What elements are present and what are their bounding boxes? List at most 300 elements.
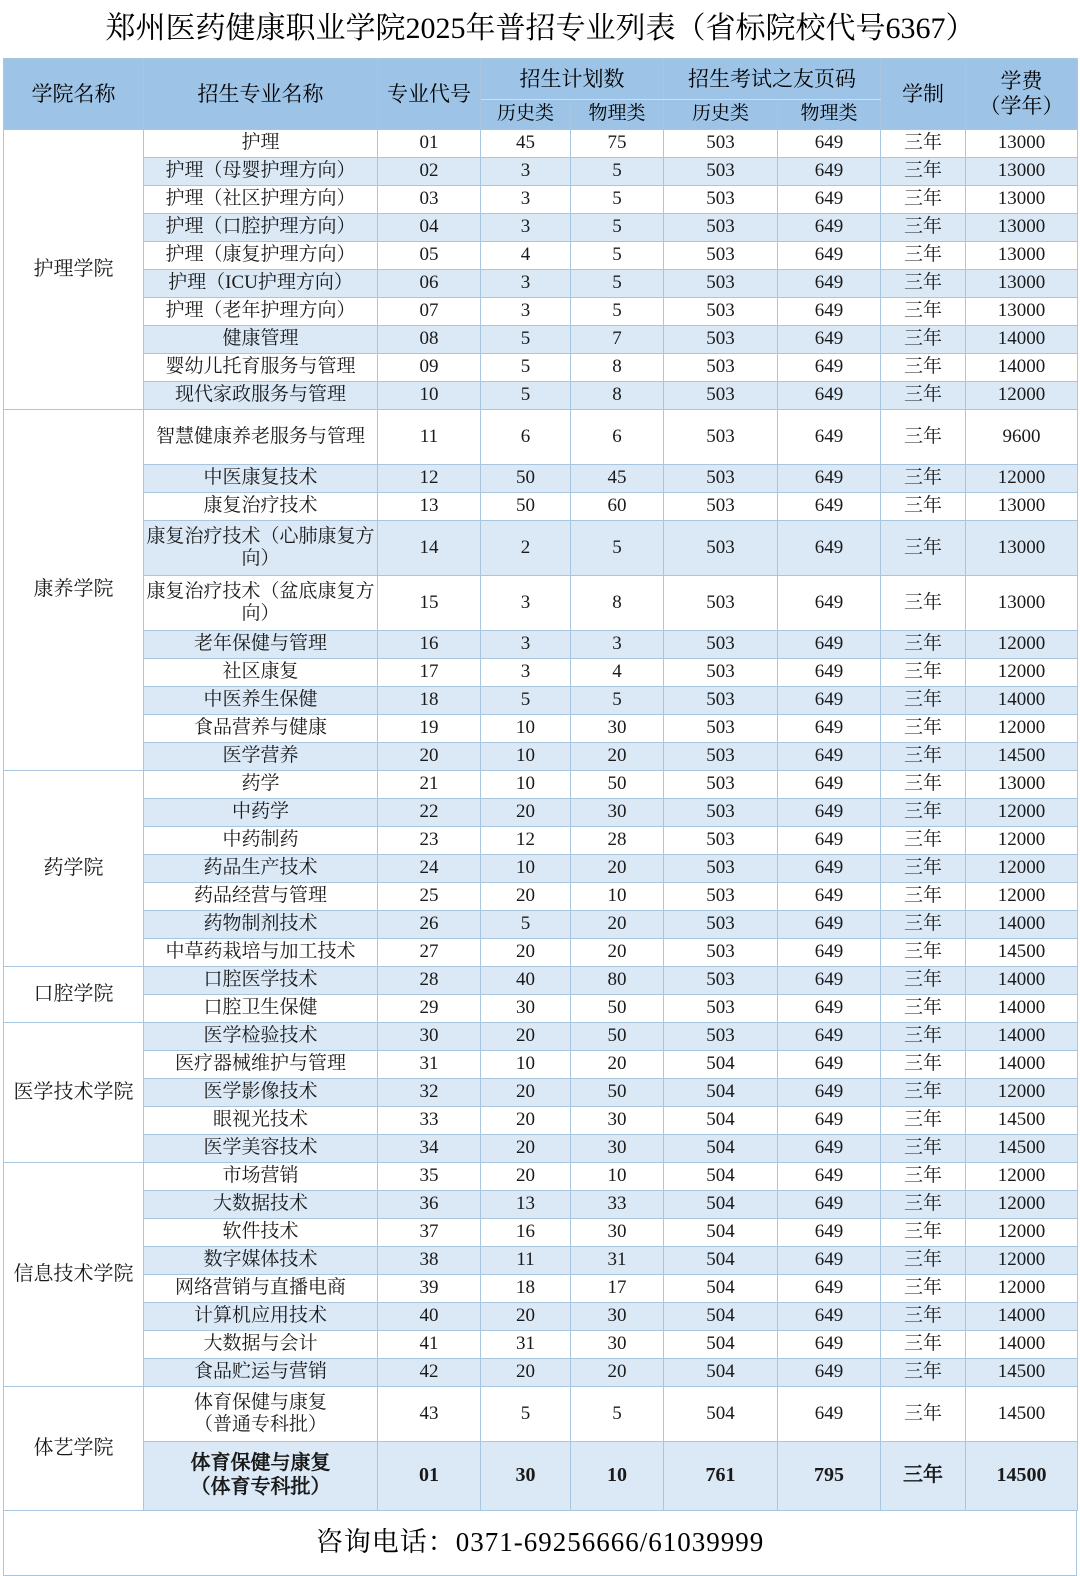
major-code-cell: 35 <box>378 1163 481 1191</box>
page-history-cell: 503 <box>664 1023 778 1051</box>
table-row <box>4 687 1078 715</box>
tuition-cell: 12000 <box>966 883 1078 911</box>
major-name-cell: 数字媒体技术 <box>144 1247 378 1275</box>
plan-physics-cell: 31 <box>571 1247 664 1275</box>
major-code-cell: 32 <box>378 1079 481 1107</box>
header-college: 学院名称 <box>4 59 144 130</box>
page-history-cell: 504 <box>664 1247 778 1275</box>
major-name-cell: 护理（康复护理方向） <box>144 242 378 270</box>
tuition-cell: 12000 <box>966 1079 1078 1107</box>
major-code-cell: 12 <box>378 465 481 493</box>
duration-cell: 三年 <box>881 410 966 465</box>
page-physics-cell: 649 <box>778 1219 881 1247</box>
major-name-cell: 护理（母婴护理方向） <box>144 158 378 186</box>
plan-history-cell: 3 <box>481 214 571 242</box>
major-name-cell: 软件技术 <box>144 1219 378 1247</box>
major-name-cell: 护理（口腔护理方向） <box>144 214 378 242</box>
major-name-cell: 食品营养与健康 <box>144 715 378 743</box>
duration-cell: 三年 <box>881 158 966 186</box>
page-physics-cell: 649 <box>778 799 881 827</box>
admissions-table <box>3 0 1078 1511</box>
page-history-cell: 504 <box>664 1359 778 1387</box>
plan-physics-cell: 50 <box>571 1079 664 1107</box>
page-history-cell: 503 <box>664 967 778 995</box>
table-row <box>4 883 1078 911</box>
page-history-cell: 503 <box>664 631 778 659</box>
plan-physics-cell: 28 <box>571 827 664 855</box>
page-history-cell: 503 <box>664 521 778 576</box>
major-name-cell: 健康管理 <box>144 326 378 354</box>
plan-history-cell: 5 <box>481 911 571 939</box>
college-name-cell: 信息技术学院 <box>4 1163 144 1387</box>
table-row <box>4 410 1078 465</box>
page-physics-cell: 649 <box>778 270 881 298</box>
tuition-cell: 13000 <box>966 298 1078 326</box>
plan-physics-cell: 10 <box>571 1163 664 1191</box>
major-name-cell: 药品经营与管理 <box>144 883 378 911</box>
plan-history-cell: 3 <box>481 158 571 186</box>
major-code-cell: 07 <box>378 298 481 326</box>
table-row <box>4 214 1078 242</box>
major-name-cell: 医学美容技术 <box>144 1135 378 1163</box>
table-row <box>4 1079 1078 1107</box>
page-history-cell: 504 <box>664 1051 778 1079</box>
major-code-cell: 01 <box>378 1442 481 1511</box>
page-history-cell: 503 <box>664 326 778 354</box>
page-history-cell: 504 <box>664 1191 778 1219</box>
duration-cell: 三年 <box>881 1275 966 1303</box>
major-name-cell: 医学影像技术 <box>144 1079 378 1107</box>
duration-cell: 三年 <box>881 967 966 995</box>
page-physics-cell: 649 <box>778 465 881 493</box>
tuition-cell: 14000 <box>966 326 1078 354</box>
tuition-cell: 12000 <box>966 855 1078 883</box>
plan-history-cell: 5 <box>481 1387 571 1442</box>
page-physics-cell: 649 <box>778 1247 881 1275</box>
major-name-cell: 体育保健与康复 （体育专科批） <box>144 1442 378 1511</box>
header-row-primary <box>4 59 1078 100</box>
table-row <box>4 1331 1078 1359</box>
plan-physics-cell: 10 <box>571 883 664 911</box>
plan-history-cell: 50 <box>481 465 571 493</box>
major-code-cell: 17 <box>378 659 481 687</box>
major-name-cell: 市场营销 <box>144 1163 378 1191</box>
major-code-cell: 14 <box>378 521 481 576</box>
table-row <box>4 1442 1078 1511</box>
major-name-cell: 中药学 <box>144 799 378 827</box>
plan-physics-cell: 5 <box>571 158 664 186</box>
plan-history-cell: 20 <box>481 1303 571 1331</box>
plan-history-cell: 45 <box>481 130 571 158</box>
college-name-cell: 护理学院 <box>4 130 144 410</box>
plan-history-cell: 3 <box>481 186 571 214</box>
table-row <box>4 521 1078 576</box>
duration-cell: 三年 <box>881 995 966 1023</box>
major-name-cell: 护理 <box>144 130 378 158</box>
page-physics-cell: 649 <box>778 576 881 631</box>
tuition-cell: 13000 <box>966 270 1078 298</box>
tuition-cell: 14000 <box>966 1051 1078 1079</box>
major-name-cell: 中药制药 <box>144 827 378 855</box>
page-physics-cell: 649 <box>778 242 881 270</box>
page-physics-cell: 649 <box>778 1275 881 1303</box>
college-name-cell: 药学院 <box>4 771 144 967</box>
table-row <box>4 1247 1078 1275</box>
duration-cell: 三年 <box>881 214 966 242</box>
tuition-cell: 13000 <box>966 214 1078 242</box>
plan-physics-cell: 6 <box>571 410 664 465</box>
major-name-cell: 婴幼儿托育服务与管理 <box>144 354 378 382</box>
table-row <box>4 382 1078 410</box>
major-name-cell: 康复治疗技术 <box>144 493 378 521</box>
plan-physics-cell: 20 <box>571 743 664 771</box>
duration-cell: 三年 <box>881 911 966 939</box>
duration-cell: 三年 <box>881 883 966 911</box>
plan-history-cell: 3 <box>481 576 571 631</box>
tuition-cell: 12000 <box>966 1247 1078 1275</box>
duration-cell: 三年 <box>881 354 966 382</box>
plan-history-cell: 12 <box>481 827 571 855</box>
table-row <box>4 855 1078 883</box>
plan-history-cell: 40 <box>481 967 571 995</box>
tuition-cell: 14500 <box>966 1442 1078 1511</box>
major-name-cell: 眼视光技术 <box>144 1107 378 1135</box>
page-physics-cell: 649 <box>778 410 881 465</box>
major-name-cell: 中医康复技术 <box>144 465 378 493</box>
major-code-cell: 22 <box>378 799 481 827</box>
college-name-cell: 口腔学院 <box>4 967 144 1023</box>
table-row <box>4 298 1078 326</box>
title-row <box>4 0 1078 59</box>
plan-history-cell: 20 <box>481 939 571 967</box>
plan-history-cell: 13 <box>481 1191 571 1219</box>
page-history-cell: 503 <box>664 354 778 382</box>
major-code-cell: 34 <box>378 1135 481 1163</box>
plan-history-cell: 3 <box>481 631 571 659</box>
page-title: 郑州医药健康职业学院2025年普招专业列表（省标院校代号6367） <box>4 0 1078 59</box>
page-history-cell: 504 <box>664 1135 778 1163</box>
plan-physics-cell: 5 <box>571 687 664 715</box>
page-physics-cell: 795 <box>778 1442 881 1511</box>
major-code-cell: 41 <box>378 1331 481 1359</box>
plan-physics-cell: 20 <box>571 911 664 939</box>
major-code-cell: 08 <box>378 326 481 354</box>
plan-physics-cell: 5 <box>571 298 664 326</box>
major-code-cell: 26 <box>378 911 481 939</box>
major-code-cell: 11 <box>378 410 481 465</box>
plan-history-cell: 5 <box>481 687 571 715</box>
major-name-cell: 康复治疗技术（盆底康复方向） <box>144 576 378 631</box>
table-row <box>4 771 1078 799</box>
plan-physics-cell: 80 <box>571 967 664 995</box>
table-row <box>4 130 1078 158</box>
major-code-cell: 23 <box>378 827 481 855</box>
tuition-cell: 12000 <box>966 1163 1078 1191</box>
major-name-cell: 现代家政服务与管理 <box>144 382 378 410</box>
page-history-cell: 503 <box>664 298 778 326</box>
plan-history-cell: 10 <box>481 855 571 883</box>
major-code-cell: 36 <box>378 1191 481 1219</box>
plan-history-cell: 11 <box>481 1247 571 1275</box>
page-physics-cell: 649 <box>778 911 881 939</box>
tuition-cell: 14000 <box>966 967 1078 995</box>
plan-physics-cell: 75 <box>571 130 664 158</box>
duration-cell: 三年 <box>881 743 966 771</box>
header-plan-history: 历史类 <box>481 100 571 130</box>
plan-physics-cell: 30 <box>571 1303 664 1331</box>
major-code-cell: 28 <box>378 967 481 995</box>
duration-cell: 三年 <box>881 855 966 883</box>
major-name-cell: 药学 <box>144 771 378 799</box>
duration-cell: 三年 <box>881 1135 966 1163</box>
duration-cell: 三年 <box>881 659 966 687</box>
page-history-cell: 503 <box>664 799 778 827</box>
page-physics-cell: 649 <box>778 939 881 967</box>
major-code-cell: 38 <box>378 1247 481 1275</box>
table-row <box>4 1191 1078 1219</box>
duration-cell: 三年 <box>881 298 966 326</box>
table-row <box>4 465 1078 493</box>
tuition-cell: 12000 <box>966 1219 1078 1247</box>
major-code-cell: 40 <box>378 1303 481 1331</box>
college-name-cell: 体艺学院 <box>4 1387 144 1511</box>
page-physics-cell: 649 <box>778 382 881 410</box>
major-code-cell: 15 <box>378 576 481 631</box>
header-page-history: 历史类 <box>664 100 778 130</box>
plan-history-cell: 30 <box>481 995 571 1023</box>
tuition-cell: 14500 <box>966 1359 1078 1387</box>
major-code-cell: 37 <box>378 1219 481 1247</box>
major-name-cell: 护理（ICU护理方向） <box>144 270 378 298</box>
table-row <box>4 576 1078 631</box>
duration-cell: 三年 <box>881 1107 966 1135</box>
tuition-cell: 12000 <box>966 631 1078 659</box>
page-physics-cell: 649 <box>778 1163 881 1191</box>
plan-history-cell: 3 <box>481 298 571 326</box>
plan-physics-cell: 5 <box>571 521 664 576</box>
plan-history-cell: 20 <box>481 883 571 911</box>
plan-physics-cell: 3 <box>571 631 664 659</box>
plan-physics-cell: 33 <box>571 1191 664 1219</box>
major-code-cell: 39 <box>378 1275 481 1303</box>
major-name-cell: 社区康复 <box>144 659 378 687</box>
page-history-cell: 503 <box>664 186 778 214</box>
major-name-cell: 康复治疗技术（心肺康复方向） <box>144 521 378 576</box>
major-code-cell: 21 <box>378 771 481 799</box>
major-name-cell: 老年保健与管理 <box>144 631 378 659</box>
duration-cell: 三年 <box>881 771 966 799</box>
table-row <box>4 1107 1078 1135</box>
plan-physics-cell: 45 <box>571 465 664 493</box>
plan-physics-cell: 60 <box>571 493 664 521</box>
major-code-cell: 31 <box>378 1051 481 1079</box>
tuition-cell: 13000 <box>966 158 1078 186</box>
table-row <box>4 186 1078 214</box>
page-physics-cell: 649 <box>778 631 881 659</box>
tuition-cell: 12000 <box>966 827 1078 855</box>
plan-history-cell: 20 <box>481 1359 571 1387</box>
major-code-cell: 33 <box>378 1107 481 1135</box>
duration-cell: 三年 <box>881 687 966 715</box>
page-physics-cell: 649 <box>778 1359 881 1387</box>
page-physics-cell: 649 <box>778 1387 881 1442</box>
page-physics-cell: 649 <box>778 1191 881 1219</box>
page-history-cell: 503 <box>664 270 778 298</box>
page-history-cell: 503 <box>664 410 778 465</box>
major-name-cell: 医学营养 <box>144 743 378 771</box>
plan-physics-cell: 10 <box>571 1442 664 1511</box>
major-name-cell: 医疗器械维护与管理 <box>144 1051 378 1079</box>
duration-cell: 三年 <box>881 521 966 576</box>
plan-history-cell: 20 <box>481 1163 571 1191</box>
page-history-cell: 504 <box>664 1303 778 1331</box>
table-row <box>4 1023 1078 1051</box>
major-name-cell: 药品生产技术 <box>144 855 378 883</box>
college-name-cell: 康养学院 <box>4 410 144 771</box>
major-code-cell: 02 <box>378 158 481 186</box>
plan-history-cell: 3 <box>481 659 571 687</box>
tuition-cell: 9600 <box>966 410 1078 465</box>
plan-physics-cell: 8 <box>571 576 664 631</box>
page-history-cell: 503 <box>664 382 778 410</box>
duration-cell: 三年 <box>881 1191 966 1219</box>
tuition-cell: 14000 <box>966 1331 1078 1359</box>
major-code-cell: 18 <box>378 687 481 715</box>
major-code-cell: 16 <box>378 631 481 659</box>
plan-physics-cell: 20 <box>571 855 664 883</box>
duration-cell: 三年 <box>881 939 966 967</box>
plan-physics-cell: 30 <box>571 799 664 827</box>
duration-cell: 三年 <box>881 1219 966 1247</box>
header-plan-group: 招生计划数 <box>481 59 664 100</box>
page-history-cell: 504 <box>664 1275 778 1303</box>
table-row <box>4 1359 1078 1387</box>
tuition-cell: 13000 <box>966 576 1078 631</box>
tuition-cell: 12000 <box>966 659 1078 687</box>
page-physics-cell: 649 <box>778 1331 881 1359</box>
page-history-cell: 503 <box>664 158 778 186</box>
major-name-cell: 智慧健康养老服务与管理 <box>144 410 378 465</box>
major-name-cell: 大数据技术 <box>144 1191 378 1219</box>
tuition-cell: 12000 <box>966 1275 1078 1303</box>
major-name-cell: 口腔卫生保健 <box>144 995 378 1023</box>
tuition-cell: 14500 <box>966 939 1078 967</box>
header-duration: 学制 <box>881 59 966 130</box>
plan-physics-cell: 50 <box>571 995 664 1023</box>
plan-physics-cell: 30 <box>571 1135 664 1163</box>
page-history-cell: 503 <box>664 465 778 493</box>
page-physics-cell: 649 <box>778 1051 881 1079</box>
major-name-cell: 口腔医学技术 <box>144 967 378 995</box>
plan-physics-cell: 30 <box>571 1331 664 1359</box>
table-row <box>4 799 1078 827</box>
tuition-cell: 12000 <box>966 1191 1078 1219</box>
tuition-cell: 14500 <box>966 743 1078 771</box>
duration-cell: 三年 <box>881 1023 966 1051</box>
plan-physics-cell: 50 <box>571 771 664 799</box>
plan-history-cell: 18 <box>481 1275 571 1303</box>
plan-history-cell: 2 <box>481 521 571 576</box>
tuition-cell: 12000 <box>966 382 1078 410</box>
table-row <box>4 242 1078 270</box>
page-physics-cell: 649 <box>778 298 881 326</box>
major-code-cell: 19 <box>378 715 481 743</box>
tuition-cell: 14000 <box>966 995 1078 1023</box>
major-code-cell: 09 <box>378 354 481 382</box>
page-physics-cell: 649 <box>778 1107 881 1135</box>
major-code-cell: 01 <box>378 130 481 158</box>
table-row <box>4 715 1078 743</box>
plan-physics-cell: 20 <box>571 939 664 967</box>
duration-cell: 三年 <box>881 1079 966 1107</box>
page-history-cell: 504 <box>664 1079 778 1107</box>
table-row <box>4 967 1078 995</box>
plan-physics-cell: 30 <box>571 715 664 743</box>
major-name-cell: 网络营销与直播电商 <box>144 1275 378 1303</box>
duration-cell: 三年 <box>881 326 966 354</box>
duration-cell: 三年 <box>881 799 966 827</box>
tuition-cell: 14000 <box>966 1023 1078 1051</box>
major-name-cell: 中草药栽培与加工技术 <box>144 939 378 967</box>
table-row <box>4 743 1078 771</box>
page-history-cell: 504 <box>664 1219 778 1247</box>
header-page-group: 招生考试之友页码 <box>664 59 881 100</box>
page-history-cell: 504 <box>664 1331 778 1359</box>
major-name-cell: 护理（老年护理方向） <box>144 298 378 326</box>
footer-row <box>4 1511 1077 1576</box>
page-physics-cell: 649 <box>778 326 881 354</box>
table-row <box>4 995 1078 1023</box>
plan-history-cell: 20 <box>481 799 571 827</box>
duration-cell: 三年 <box>881 1303 966 1331</box>
table-row <box>4 659 1078 687</box>
table-row <box>4 270 1078 298</box>
plan-physics-cell: 17 <box>571 1275 664 1303</box>
table-row <box>4 827 1078 855</box>
table-row <box>4 326 1078 354</box>
table-row <box>4 1387 1078 1442</box>
page-physics-cell: 649 <box>778 659 881 687</box>
page-physics-cell: 649 <box>778 1135 881 1163</box>
plan-history-cell: 10 <box>481 715 571 743</box>
major-name-cell: 护理（社区护理方向） <box>144 186 378 214</box>
plan-physics-cell: 30 <box>571 1107 664 1135</box>
page-history-cell: 503 <box>664 687 778 715</box>
plan-physics-cell: 4 <box>571 659 664 687</box>
table-row <box>4 1275 1078 1303</box>
plan-physics-cell: 5 <box>571 186 664 214</box>
page-physics-cell: 649 <box>778 1023 881 1051</box>
table-row <box>4 493 1078 521</box>
major-code-cell: 25 <box>378 883 481 911</box>
page-physics-cell: 649 <box>778 995 881 1023</box>
plan-physics-cell: 20 <box>571 1051 664 1079</box>
tuition-cell: 14500 <box>966 1107 1078 1135</box>
table-row <box>4 911 1078 939</box>
table-row <box>4 1135 1078 1163</box>
footer-table <box>3 1510 1077 1576</box>
plan-history-cell: 10 <box>481 1051 571 1079</box>
major-code-cell: 05 <box>378 242 481 270</box>
page-physics-cell: 649 <box>778 967 881 995</box>
major-code-cell: 13 <box>378 493 481 521</box>
duration-cell: 三年 <box>881 1359 966 1387</box>
major-name-cell: 中医养生保健 <box>144 687 378 715</box>
plan-history-cell: 31 <box>481 1331 571 1359</box>
page-history-cell: 504 <box>664 1387 778 1442</box>
major-code-cell: 06 <box>378 270 481 298</box>
plan-history-cell: 30 <box>481 1442 571 1511</box>
